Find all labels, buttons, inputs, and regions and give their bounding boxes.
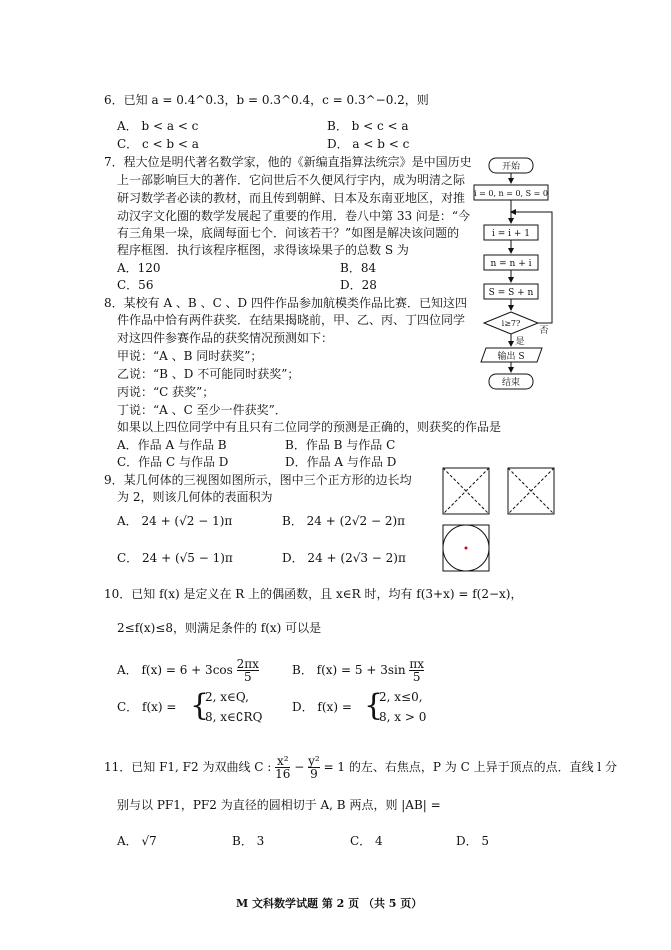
q7-option-b: B．84	[340, 261, 377, 275]
q10-option-d-row2: 8, x > 0	[379, 710, 427, 724]
q8-line-5: 乙说：“B 、D 不可能同时获奖”；	[117, 367, 300, 381]
q11-option-b: B． 3	[232, 834, 265, 848]
q11-frac2-numerator: y²	[308, 754, 320, 768]
q11-option-a: A． √7	[117, 834, 157, 848]
flow-output-label: 输出 S	[497, 352, 525, 362]
q10-option-a-prefix: A． f(x) = 6 + 3cos	[117, 663, 233, 677]
q11-frac2-denominator: 9	[310, 767, 318, 781]
q8-option-a: A．作品 A 与作品 B	[117, 438, 227, 452]
flow-step-s-label: S = S + n	[488, 288, 534, 298]
q10-option-b-denominator: 5	[409, 670, 424, 683]
q7-line-4: 动汉字文化圈的数学发展起了重要的作用．卷八中第 33 问是：“今	[117, 209, 471, 223]
q10-option-b-prefix: B． f(x) = 5 + 3sin	[292, 663, 406, 677]
flow-end-label: 结束	[501, 378, 521, 388]
q9-line-1: 9．某几何体的三视图如图所示，图中三个正方形的边长均	[104, 473, 412, 487]
q7-option-d: D．28	[340, 278, 377, 292]
program-flowchart	[470, 155, 582, 395]
flow-step-n-label: n = n + i	[490, 259, 532, 269]
flow-step-i-label: i = i + 1	[491, 229, 531, 239]
q9-option-c: C． 24 + (√5 − 1)π	[117, 551, 233, 565]
q10-option-c-row2: 8, x∈∁RQ	[205, 710, 263, 724]
q10-option-b-numerator: πx	[409, 657, 425, 671]
q9-line-2: 为 2，则该几何体的表面积为	[117, 490, 273, 504]
page-footer: M 文科数学试题 第 2 页 （共 5 页）	[236, 897, 423, 910]
q8-line-1: 8．某校有 A 、B 、C 、D 四件作品参加航模类作品比赛．已知这四	[104, 296, 467, 310]
q6-option-d: D． a < b < c	[327, 137, 410, 151]
q8-option-d: D．作品 A 与作品 D	[285, 455, 397, 469]
q8-line-2: 件作品中恰有两件获奖．在结果揭晓前，甲、乙、丙、丁四位同学	[117, 313, 466, 327]
q6-option-a: A． b < a < c	[117, 119, 199, 133]
q11-line-2: 别与以 PF1，PF2 为直径的圆相切于 A, B 两点，则 |AB| =	[117, 798, 441, 812]
q7-line-1: 7．程大位是明代著名数学家，他的《新编直指算法统宗》是中国历史	[104, 155, 472, 169]
q7-option-a: A．120	[117, 261, 161, 275]
q10-option-a	[117, 655, 259, 685]
q7-line-3: 研习数学者必读的教材，而且传到朝鲜、日本及东南亚地区，对推	[117, 191, 466, 205]
q7-option-c: C．56	[117, 278, 154, 292]
q10-option-d-row1: 2, x≤0,	[379, 690, 423, 704]
q8-option-b: B．作品 B 与作品 C	[285, 438, 396, 452]
q8-line-4: 甲说：“A 、B 同时获奖”；	[117, 349, 263, 363]
q10-option-c-prefix: C． f(x) =	[117, 700, 177, 714]
q11-frac1-denominator: 16	[275, 767, 291, 781]
q11-frac1-numerator: x²	[276, 754, 289, 768]
q9-option-d: D． 24 + (2√3 − 2)π	[282, 551, 406, 565]
q8-option-c: C．作品 C 与作品 D	[117, 455, 229, 469]
q6-option-c: C． c < b < a	[117, 137, 199, 151]
q8-line-3: 对这四件参赛作品的获奖情况预测如下：	[117, 331, 334, 345]
flow-start-label: 开始	[501, 162, 521, 172]
q10-option-d-prefix: D． f(x) =	[292, 700, 352, 714]
q10-option-a-numerator: 2πx	[236, 657, 259, 671]
q10-option-b	[292, 655, 424, 685]
flow-no-label: 否	[539, 326, 549, 336]
q9-option-a: A． 24 + (√2 − 1)π	[117, 514, 233, 528]
q8-line-6: 丙说：“C 获奖”；	[117, 385, 215, 399]
q11-option-c: C． 4	[350, 834, 383, 848]
q9-option-b: B． 24 + (2√2 − 2)π	[282, 514, 406, 528]
q11-line-1-start: 11．已知 F1, F2 为双曲线 C :	[104, 760, 272, 774]
q10-option-c-brace: {	[190, 688, 210, 723]
q7-line-6: 程序框图．执行该程序框图，求得该垛果子的总数 S 为	[117, 243, 409, 257]
q11-line-1-end: = 1 的左、右焦点，P 为 C 上异于顶点的点．直线 l 分	[323, 760, 618, 774]
flow-init-label: i = 0, n = 0, S = 0	[474, 189, 548, 198]
flow-condition-label: i≥7?	[501, 319, 521, 328]
q7-line-2: 上一部影响巨大的著作．它问世后不久便风行宇内，成为明清之际	[117, 173, 466, 187]
q6-option-b: B． b < c < a	[327, 119, 409, 133]
q10-line-2: 2≤f(x)≤8，则满足条件的 f(x) 可以是	[117, 621, 322, 635]
q7-line-5: 有三角果一垛，底阔每面七个．问该若干？”如图是解决该问题的	[117, 226, 460, 240]
q11-minus-sign: −	[294, 760, 305, 774]
q8-line-8: 如果以上四位同学中有且只有二位同学的预测是正确的，则获奖的作品是	[117, 420, 502, 434]
three-view-figure	[438, 465, 588, 575]
q10-option-c-row1: 2, x∈Q,	[205, 690, 249, 704]
center-point	[465, 547, 468, 550]
q11-line-1	[104, 752, 617, 782]
flow-yes-label: 是	[515, 337, 525, 347]
q6-stem: 6．已知 a = 0.4^0.3，b = 0.3^0.4，c = 0.3^−0.2，则	[104, 93, 429, 107]
q8-line-7: 丁说：“A 、C 至少一件获奖”．	[117, 403, 287, 417]
q10-line-1: 10．已知 f(x) 是定义在 R 上的偶函数，且 x∈R 时，均有 f(3+x) = f(2−x)，	[104, 587, 523, 601]
q11-option-d: D． 5	[456, 834, 490, 848]
q10-option-a-denominator: 5	[237, 670, 259, 683]
q10-option-d-brace: {	[364, 688, 384, 723]
